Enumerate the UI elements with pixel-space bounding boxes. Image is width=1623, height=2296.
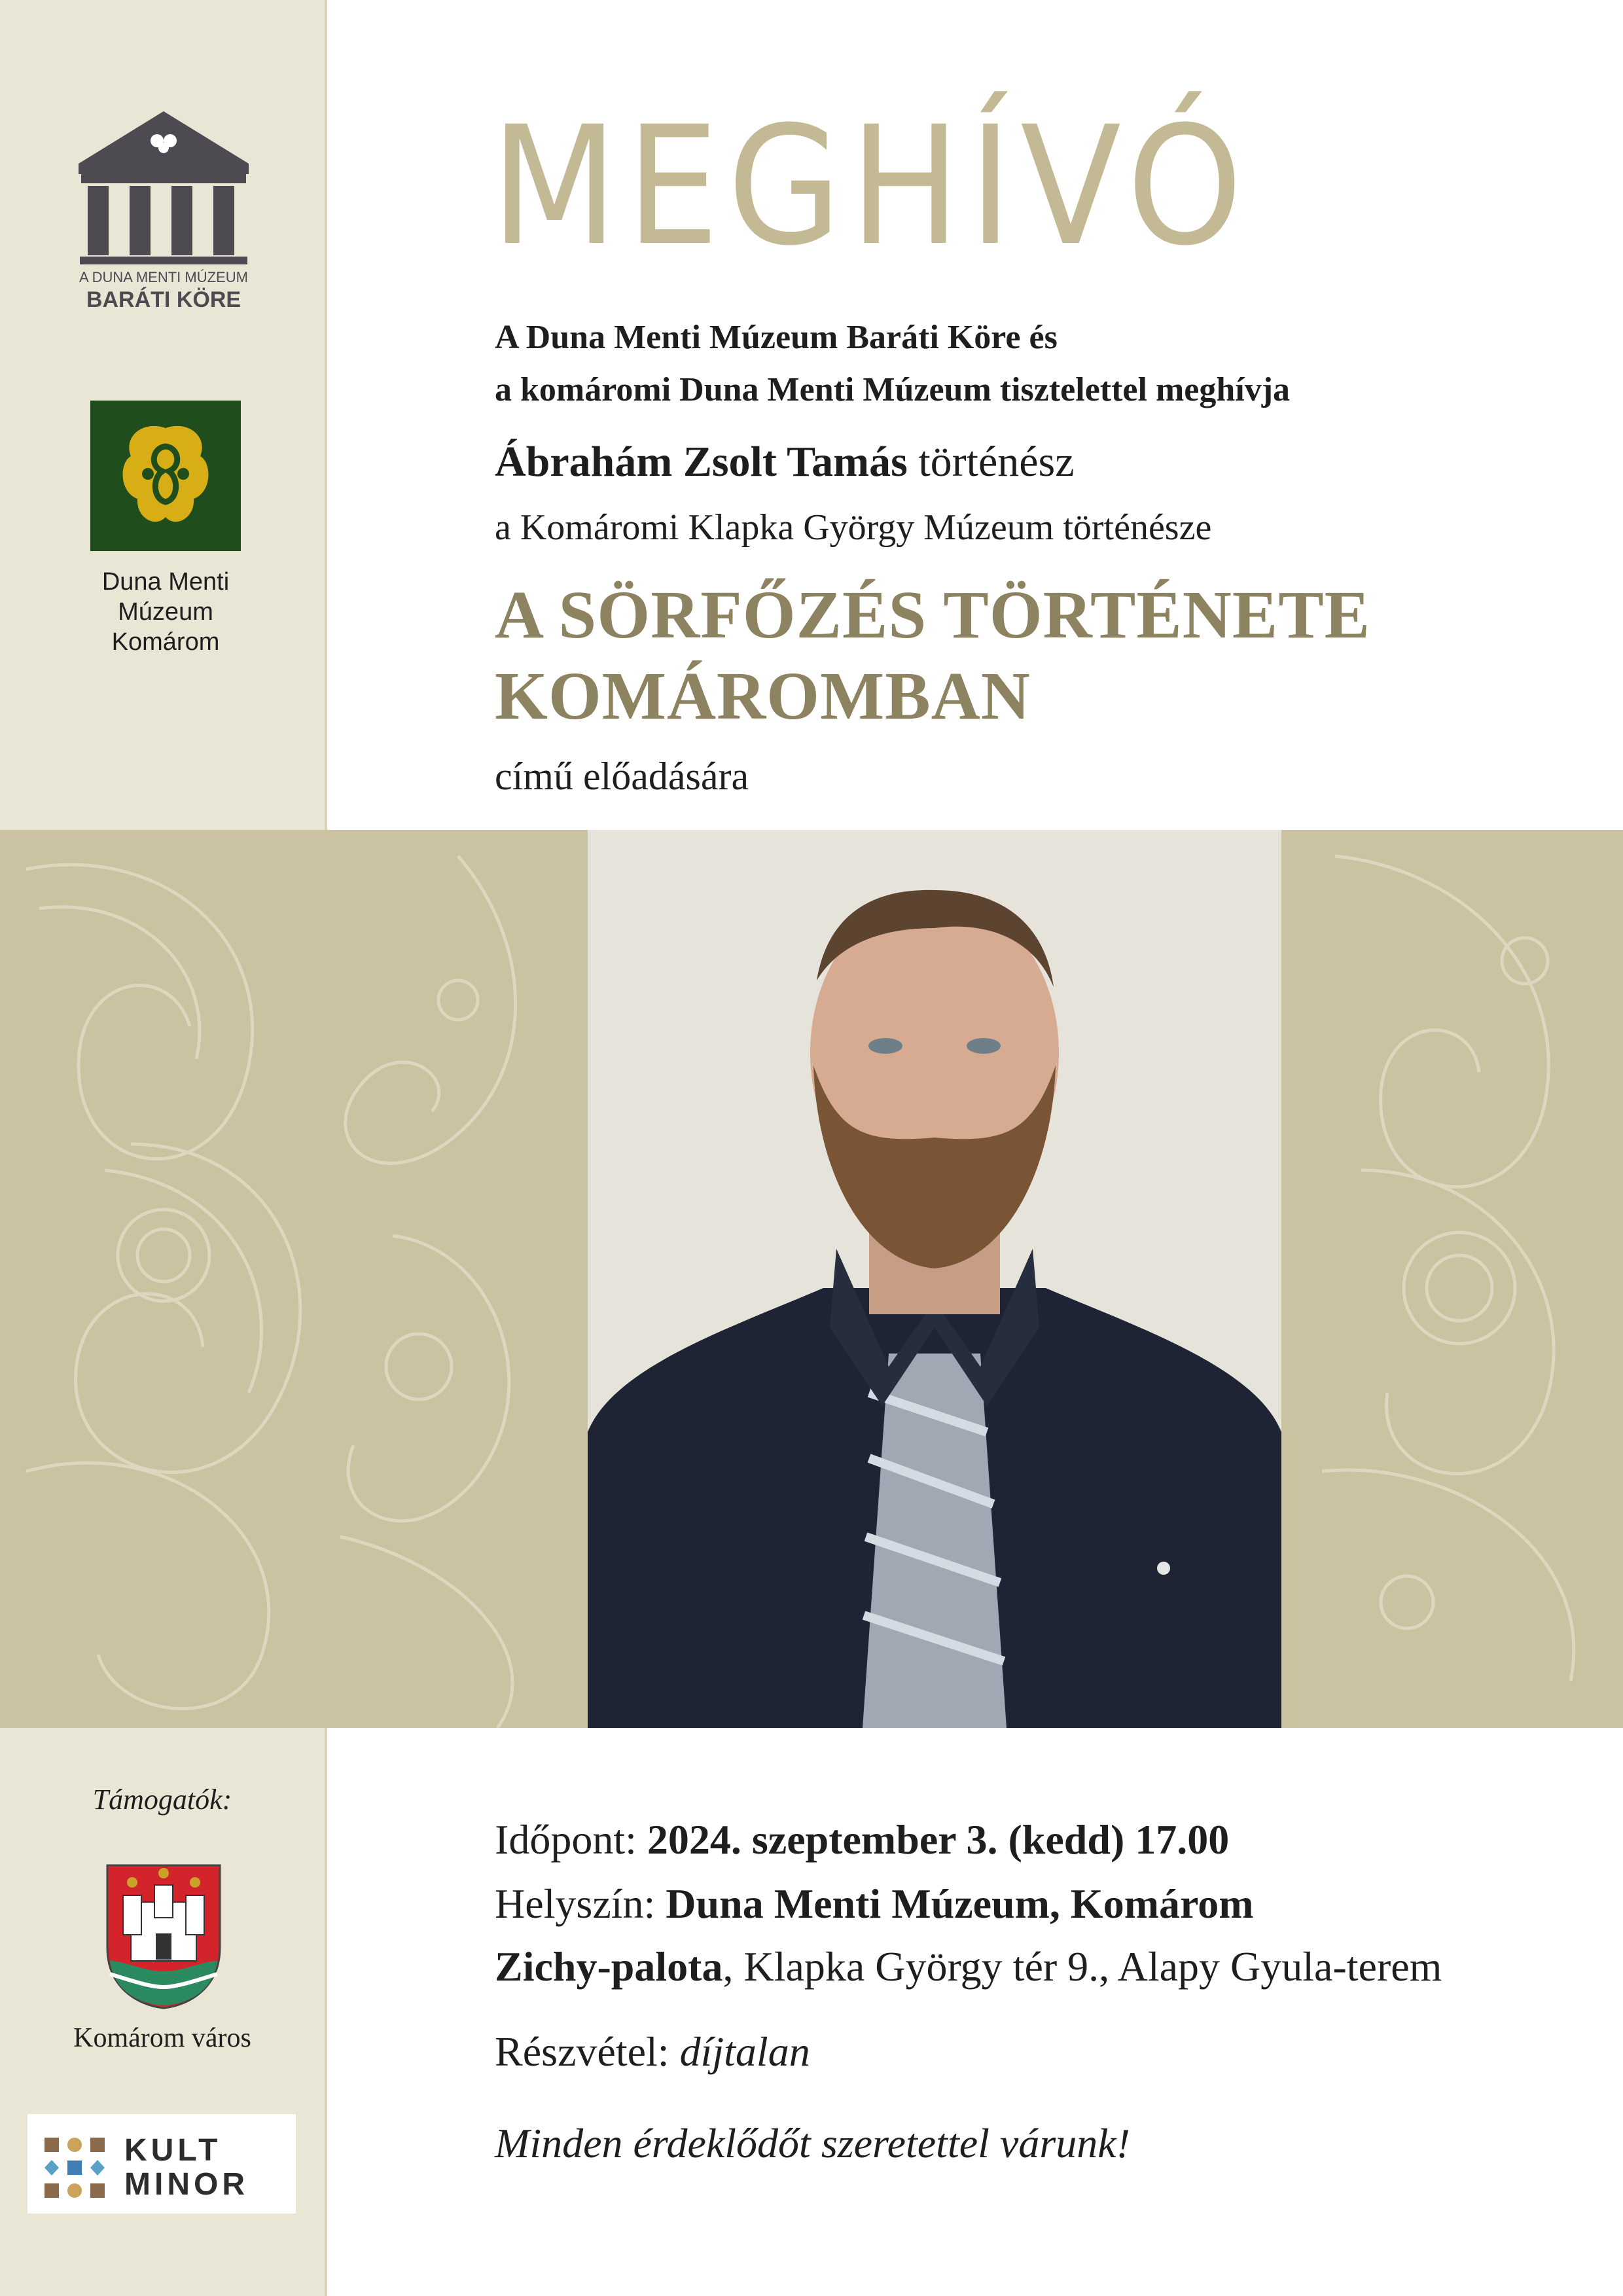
participation-label: Részvétel:: [495, 2028, 669, 2075]
lecture-title-line2: KOMÁROMBAN: [495, 658, 1031, 734]
lecture-suffix: című előadására: [495, 755, 749, 798]
time-value: 2024. szeptember 3. (kedd) 17.00: [647, 1816, 1230, 1863]
kult-minor-logo: [27, 2114, 296, 2214]
kult-minor-wordmark: [124, 2134, 249, 2202]
intro-line-2: a komáromi Duna Menti Múzeum tisztelettel meghívja: [495, 371, 1291, 408]
coat-of-arms-icon: [105, 1863, 223, 2009]
address-text: , Klapka György tér 9., Alapy Gyula-terem: [722, 1943, 1442, 1990]
intro-line-1: A Duna Menti Múzeum Baráti Köre és: [495, 319, 1058, 356]
museum-building-icon: [72, 105, 255, 268]
speaker-portrait-image: [588, 830, 1281, 1728]
place-value: Duna Menti Múzeum, Komárom: [666, 1880, 1254, 1927]
city-label: Komárom város: [73, 2023, 251, 2053]
friends-circle-line1: A DUNA MENTI MÚZEUM: [79, 269, 248, 285]
address-line: [495, 1943, 1442, 1991]
speaker-role: történész: [918, 438, 1075, 486]
komarom-coat-of-arms: [105, 1863, 223, 2009]
sponsors-heading: Támogatók:: [92, 1784, 232, 1816]
closing-text: Minden érdeklődőt szeretettel várunk!: [495, 2120, 1130, 2166]
museum-logo-caption: [65, 567, 266, 657]
lecture-title-line1: A SÖRFŐZÉS TÖRTÉNETE: [495, 577, 1370, 653]
speaker-name: Ábrahám Zsolt Tamás: [495, 438, 908, 486]
kult-minor-line2: MINOR: [124, 2167, 249, 2202]
museum-name-line2: Múzeum: [118, 598, 213, 626]
time-line: [495, 1816, 1229, 1864]
museum-name-line3: Komárom: [111, 628, 220, 656]
speaker-line: [495, 437, 1075, 487]
participation-value: díjtalan: [679, 2028, 810, 2075]
speaker-affiliation: a Komáromi Klapka György Múzeum történésze: [495, 507, 1212, 548]
museum-logo: [90, 401, 241, 551]
friends-circle-line2: BARÁTI KÖRE: [86, 287, 241, 312]
speaker-photo: [588, 830, 1281, 1728]
friends-circle-logo: [72, 105, 255, 321]
kult-minor-pattern-icon: [43, 2136, 106, 2199]
museum-name-line1: Duna Menti: [101, 568, 230, 596]
participation-line: [495, 2028, 810, 2076]
place-label: Helyszín:: [495, 1880, 656, 1927]
place-line: [495, 1880, 1254, 1928]
building-name: Zichy-palota: [495, 1943, 723, 1990]
museum-emblem-icon: [90, 401, 241, 551]
kult-minor-line1: KULT: [124, 2133, 222, 2168]
page-title: MEGHÍVÓ: [491, 91, 1251, 281]
time-label: Időpont:: [495, 1816, 637, 1863]
